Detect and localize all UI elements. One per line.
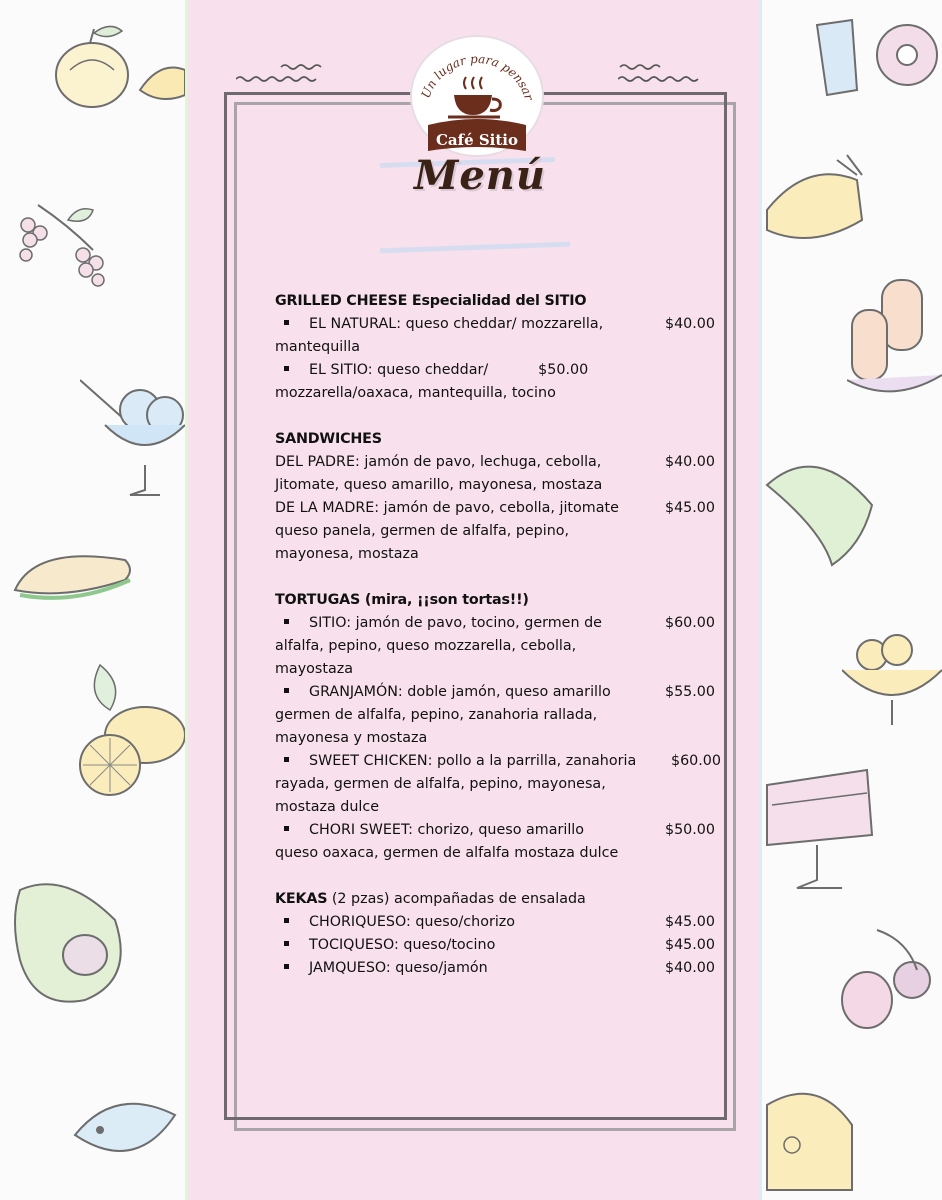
item-description: JAMQUESO: queso/jamón [309, 960, 488, 976]
item-price: $40.00 [664, 454, 715, 470]
svg-text:Un lugar para pensar: Un lugar para pensar [418, 51, 537, 102]
coffee-donut-icon [807, 10, 942, 105]
section-title: TORTUGAS (mira, ¡¡son tortas!!) [275, 592, 529, 608]
item-description: SWEET CHICKEN: pollo a la parrilla, zanahoria rayada, germen de alfalfa, pepino, mayonesa, mostaza dulce [275, 753, 637, 815]
section-title: SANDWICHES [275, 431, 382, 447]
cafe-sitio-logo [406, 33, 548, 159]
item-description: DE LA MADRE: jamón de pavo, cebolla, jitomate queso panela, germen de alfalfa, pepino, mayonesa, mostaza [275, 500, 619, 562]
fruit-bowl-icon [842, 620, 942, 730]
bullet-icon [284, 941, 289, 946]
menu-content [275, 290, 725, 1003]
logo-emblem [406, 33, 548, 159]
menu-item [275, 359, 725, 405]
item-price: $40.00 [664, 960, 715, 976]
cheese-icon [762, 1085, 857, 1200]
item-price: $50.00 [538, 362, 589, 378]
item-price: $45.00 [664, 914, 715, 930]
item-price: $60.00 [664, 615, 715, 631]
menu-item [275, 957, 725, 980]
item-price: $60.00 [670, 753, 721, 769]
item-price: $45.00 [664, 937, 715, 953]
menu-item [275, 497, 725, 566]
wave-ornament-right [618, 62, 708, 86]
section-title: KEKAS [275, 891, 328, 907]
bullet-icon [284, 757, 289, 762]
item-price: $40.00 [664, 316, 715, 332]
section-title: GRILLED CHEESE Especialidad del SITIO [275, 293, 587, 309]
berries-icon [837, 920, 942, 1035]
item-description: GRANJAMÓN: doble jamón, queso amarillo germen de alfalfa, pepino, zanahoria rallada, mayonesa y mostaza [275, 684, 611, 746]
grapes-icon [8, 185, 118, 305]
item-description: CHORI SWEET: chorizo, queso amarillo queso oaxaca, germen de alfalfa mostaza dulce [275, 822, 619, 861]
wave-ornament-left [236, 62, 326, 86]
section-tortugas [275, 589, 725, 865]
menu-item [275, 911, 725, 934]
menu-item [275, 451, 725, 497]
item-description: DEL PADRE: jamón de pavo, lechuga, cebolla, Jitomate, queso amarillo, mayonesa, mostaza [275, 454, 603, 493]
item-description: CHORIQUESO: queso/chorizo [309, 914, 516, 930]
salt-pepper-icon [847, 270, 942, 400]
item-description-cont: mozzarella/oaxaca, mantequilla, tocino [275, 385, 556, 401]
bullet-icon [284, 964, 289, 969]
menu-item [275, 681, 725, 750]
sandwich-icon [10, 545, 135, 625]
section-sandwiches [275, 428, 725, 566]
menu-item [275, 750, 725, 819]
item-description: EL NATURAL: queso cheddar/ mozzarella, mantequilla [275, 316, 604, 355]
orange-slice-icon [135, 60, 185, 105]
section-kekas [275, 888, 725, 980]
apple-icon [40, 15, 135, 110]
menu-item [275, 612, 725, 681]
croissant-icon [762, 455, 877, 570]
svg-text:Café Sitio: Café Sitio [435, 131, 519, 149]
bullet-icon [284, 826, 289, 831]
item-price: $50.00 [664, 822, 715, 838]
section-title-row [275, 888, 725, 911]
item-description: SITIO: jamón de pavo, tocino, germen de alfalfa, pepino, queso mozzarella, cebolla, mayostaza [275, 615, 602, 677]
section-grilled-cheese [275, 290, 725, 405]
section-subtitle: (2 pzas) acompañadas de ensalada [331, 891, 586, 907]
left-decorative-panel [0, 0, 188, 1200]
fish-icon [70, 1075, 185, 1185]
ice-cream-icon [80, 370, 185, 500]
bullet-icon [284, 320, 289, 325]
cake-icon [762, 745, 882, 895]
menu-title: Menú [414, 152, 546, 199]
lemon-icon [70, 660, 185, 800]
roast-chicken-icon [762, 150, 872, 260]
item-description: TOCIQUESO: queso/tocino [309, 937, 496, 953]
item-price: $55.00 [664, 684, 715, 700]
menu-item [275, 819, 725, 865]
bullet-icon [284, 918, 289, 923]
bullet-icon [284, 366, 289, 371]
bullet-icon [284, 619, 289, 624]
bullet-icon [284, 688, 289, 693]
right-decorative-panel [759, 0, 942, 1200]
avocado-icon [5, 870, 130, 1010]
menu-item [275, 313, 725, 359]
item-description: EL SITIO: queso cheddar/ [309, 362, 489, 378]
item-price: $45.00 [664, 500, 715, 516]
menu-item [275, 934, 725, 957]
